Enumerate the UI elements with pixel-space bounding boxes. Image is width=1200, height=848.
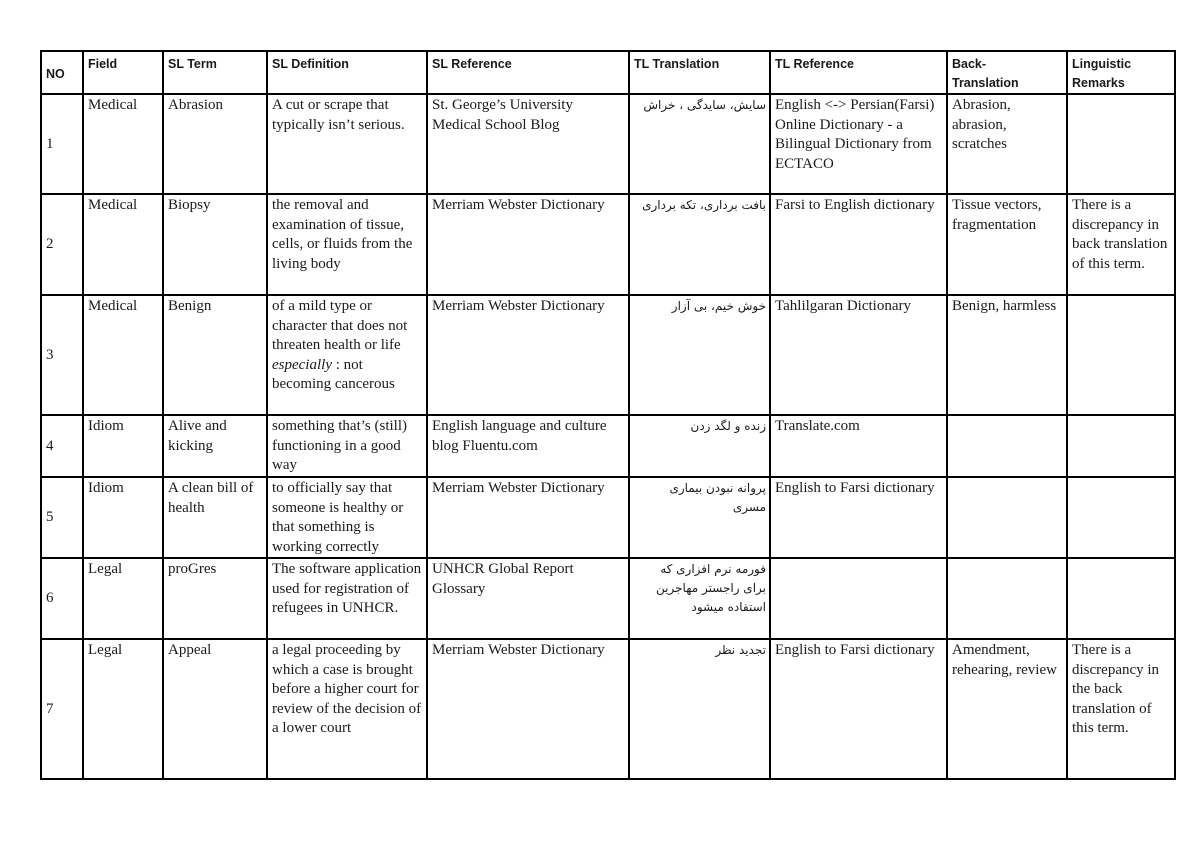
sl-reference-cell: UNHCR Global Report Glossary (427, 558, 629, 639)
linguistic-remarks-cell (1067, 94, 1175, 194)
back-translation-cell: Abrasion, abrasion, scratches (947, 94, 1067, 194)
field-cell: Legal (83, 639, 163, 779)
sl-term-cell: Alive and kicking (163, 415, 267, 477)
definition-usage-note (272, 356, 423, 395)
sl-reference-cell: St. George’s University Medical School Blog (427, 94, 629, 194)
sl-definition-cell (267, 639, 427, 779)
sl-term-cell: Biopsy (163, 194, 267, 295)
header-tl-reference: TL Reference (770, 51, 947, 94)
sl-term-cell: proGres (163, 558, 267, 639)
header-sl-reference: SL Reference (427, 51, 629, 94)
table-row (41, 558, 1175, 639)
back-translation-cell (947, 558, 1067, 639)
table-body (41, 94, 1175, 779)
row-number: 7 (41, 639, 83, 779)
field-cell: Legal (83, 558, 163, 639)
header-row (41, 51, 1175, 94)
tl-reference-cell: Tahlilgaran Dictionary (770, 295, 947, 415)
tl-translation-cell: تجدید نظر (629, 639, 770, 779)
row-number: 2 (41, 194, 83, 295)
sl-definition-cell (267, 558, 427, 639)
definition-text: A cut or scrape that typically isn’t serious. (272, 97, 405, 133)
definition-text: The software application used for registration of refugees in UNHCR. (272, 561, 422, 616)
header-back-translation (947, 51, 1067, 94)
table-row (41, 415, 1175, 477)
header-sl-term: SL Term (163, 51, 267, 94)
tl-reference-cell: English to Farsi dictionary (770, 639, 947, 779)
header-back-translation-label: Back- Translation (952, 57, 1019, 90)
tl-translation-cell: زنده و لگد زدن (629, 415, 770, 477)
definition-text: the removal and examination of tissue, cells, or fluids from the living body (272, 197, 413, 272)
header-no: NO (41, 51, 83, 94)
header-field: Field (83, 51, 163, 94)
tl-translation-cell: پروانه نبودن بیماری مسری (629, 477, 770, 558)
linguistic-remarks-cell (1067, 477, 1175, 558)
definition-text: a legal proceeding by which a case is brought before a higher court for review of the decision of a lower court (272, 642, 422, 736)
field-cell: Medical (83, 295, 163, 415)
back-translation-cell (947, 415, 1067, 477)
linguistic-remarks-cell (1067, 415, 1175, 477)
field-cell: Idiom (83, 477, 163, 558)
linguistic-remarks-cell: There is a discrepancy in back translation of this term. (1067, 194, 1175, 295)
table-row (41, 477, 1175, 558)
linguistic-remarks-cell (1067, 558, 1175, 639)
row-number: 5 (41, 477, 83, 558)
field-cell: Medical (83, 94, 163, 194)
sl-reference-cell: Merriam Webster Dictionary (427, 639, 629, 779)
row-number: 4 (41, 415, 83, 477)
definition-text: to officially say that someone is healthy or that something is working correctly (272, 480, 404, 555)
sl-term-cell: Appeal (163, 639, 267, 779)
definition-text: something that’s (still) functioning in a good way (272, 418, 407, 473)
tl-translation-cell: سایش، سایدگی ، خراش (629, 94, 770, 194)
back-translation-cell: Tissue vectors, fragmentation (947, 194, 1067, 295)
sl-term-cell: Abrasion (163, 94, 267, 194)
header-linguistic-remarks-label: Linguistic Remarks (1072, 57, 1132, 90)
field-cell: Idiom (83, 415, 163, 477)
sl-definition-cell (267, 295, 427, 415)
row-number: 3 (41, 295, 83, 415)
sl-definition-cell (267, 94, 427, 194)
tl-reference-cell: Translate.com (770, 415, 947, 477)
linguistic-remarks-cell: There is a discrepancy in the back translation of this term. (1067, 639, 1175, 779)
sl-definition-cell (267, 194, 427, 295)
sl-reference-cell: Merriam Webster Dictionary (427, 295, 629, 415)
tl-translation-cell: بافت برداری، تکه برداری (629, 194, 770, 295)
tl-translation-cell: خوش خیم، بی آزار (629, 295, 770, 415)
tl-reference-cell: Farsi to English dictionary (770, 194, 947, 295)
back-translation-cell (947, 477, 1067, 558)
table-row (41, 639, 1175, 779)
header-linguistic-remarks (1067, 51, 1175, 94)
linguistic-remarks-cell (1067, 295, 1175, 415)
sl-term-cell: A clean bill of health (163, 477, 267, 558)
definition-emphasis: especially (272, 356, 332, 373)
sl-reference-cell: Merriam Webster Dictionary (427, 194, 629, 295)
tl-reference-cell: English to Farsi dictionary (770, 477, 947, 558)
row-number: 1 (41, 94, 83, 194)
sl-reference-cell: English language and culture blog Fluentu.com (427, 415, 629, 477)
sl-definition-cell (267, 415, 427, 477)
sl-definition-cell (267, 477, 427, 558)
table-row (41, 295, 1175, 415)
sl-term-cell: Benign (163, 295, 267, 415)
tl-translation-cell: فورمه نرم افزاری که برای راجستر مهاجرین استفاده میشود (629, 558, 770, 639)
tl-reference-cell (770, 558, 947, 639)
table-row (41, 94, 1175, 194)
definition-tail: : not becoming cancerous (272, 356, 395, 392)
field-cell: Medical (83, 194, 163, 295)
terminology-table (40, 50, 1176, 780)
sl-reference-cell: Merriam Webster Dictionary (427, 477, 629, 558)
row-number: 6 (41, 558, 83, 639)
back-translation-cell: Benign, harmless (947, 295, 1067, 415)
header-tl-translation: TL Translation (629, 51, 770, 94)
tl-reference-cell: English <-> Persian(Farsi) Online Dictionary - a Bilingual Dictionary from ECTACO (770, 94, 947, 194)
header-sl-definition: SL Definition (267, 51, 427, 94)
definition-text: of a mild type or character that does not threaten health or life (272, 298, 408, 353)
table-row (41, 194, 1175, 295)
back-translation-cell: Amendment, rehearing, review (947, 639, 1067, 779)
